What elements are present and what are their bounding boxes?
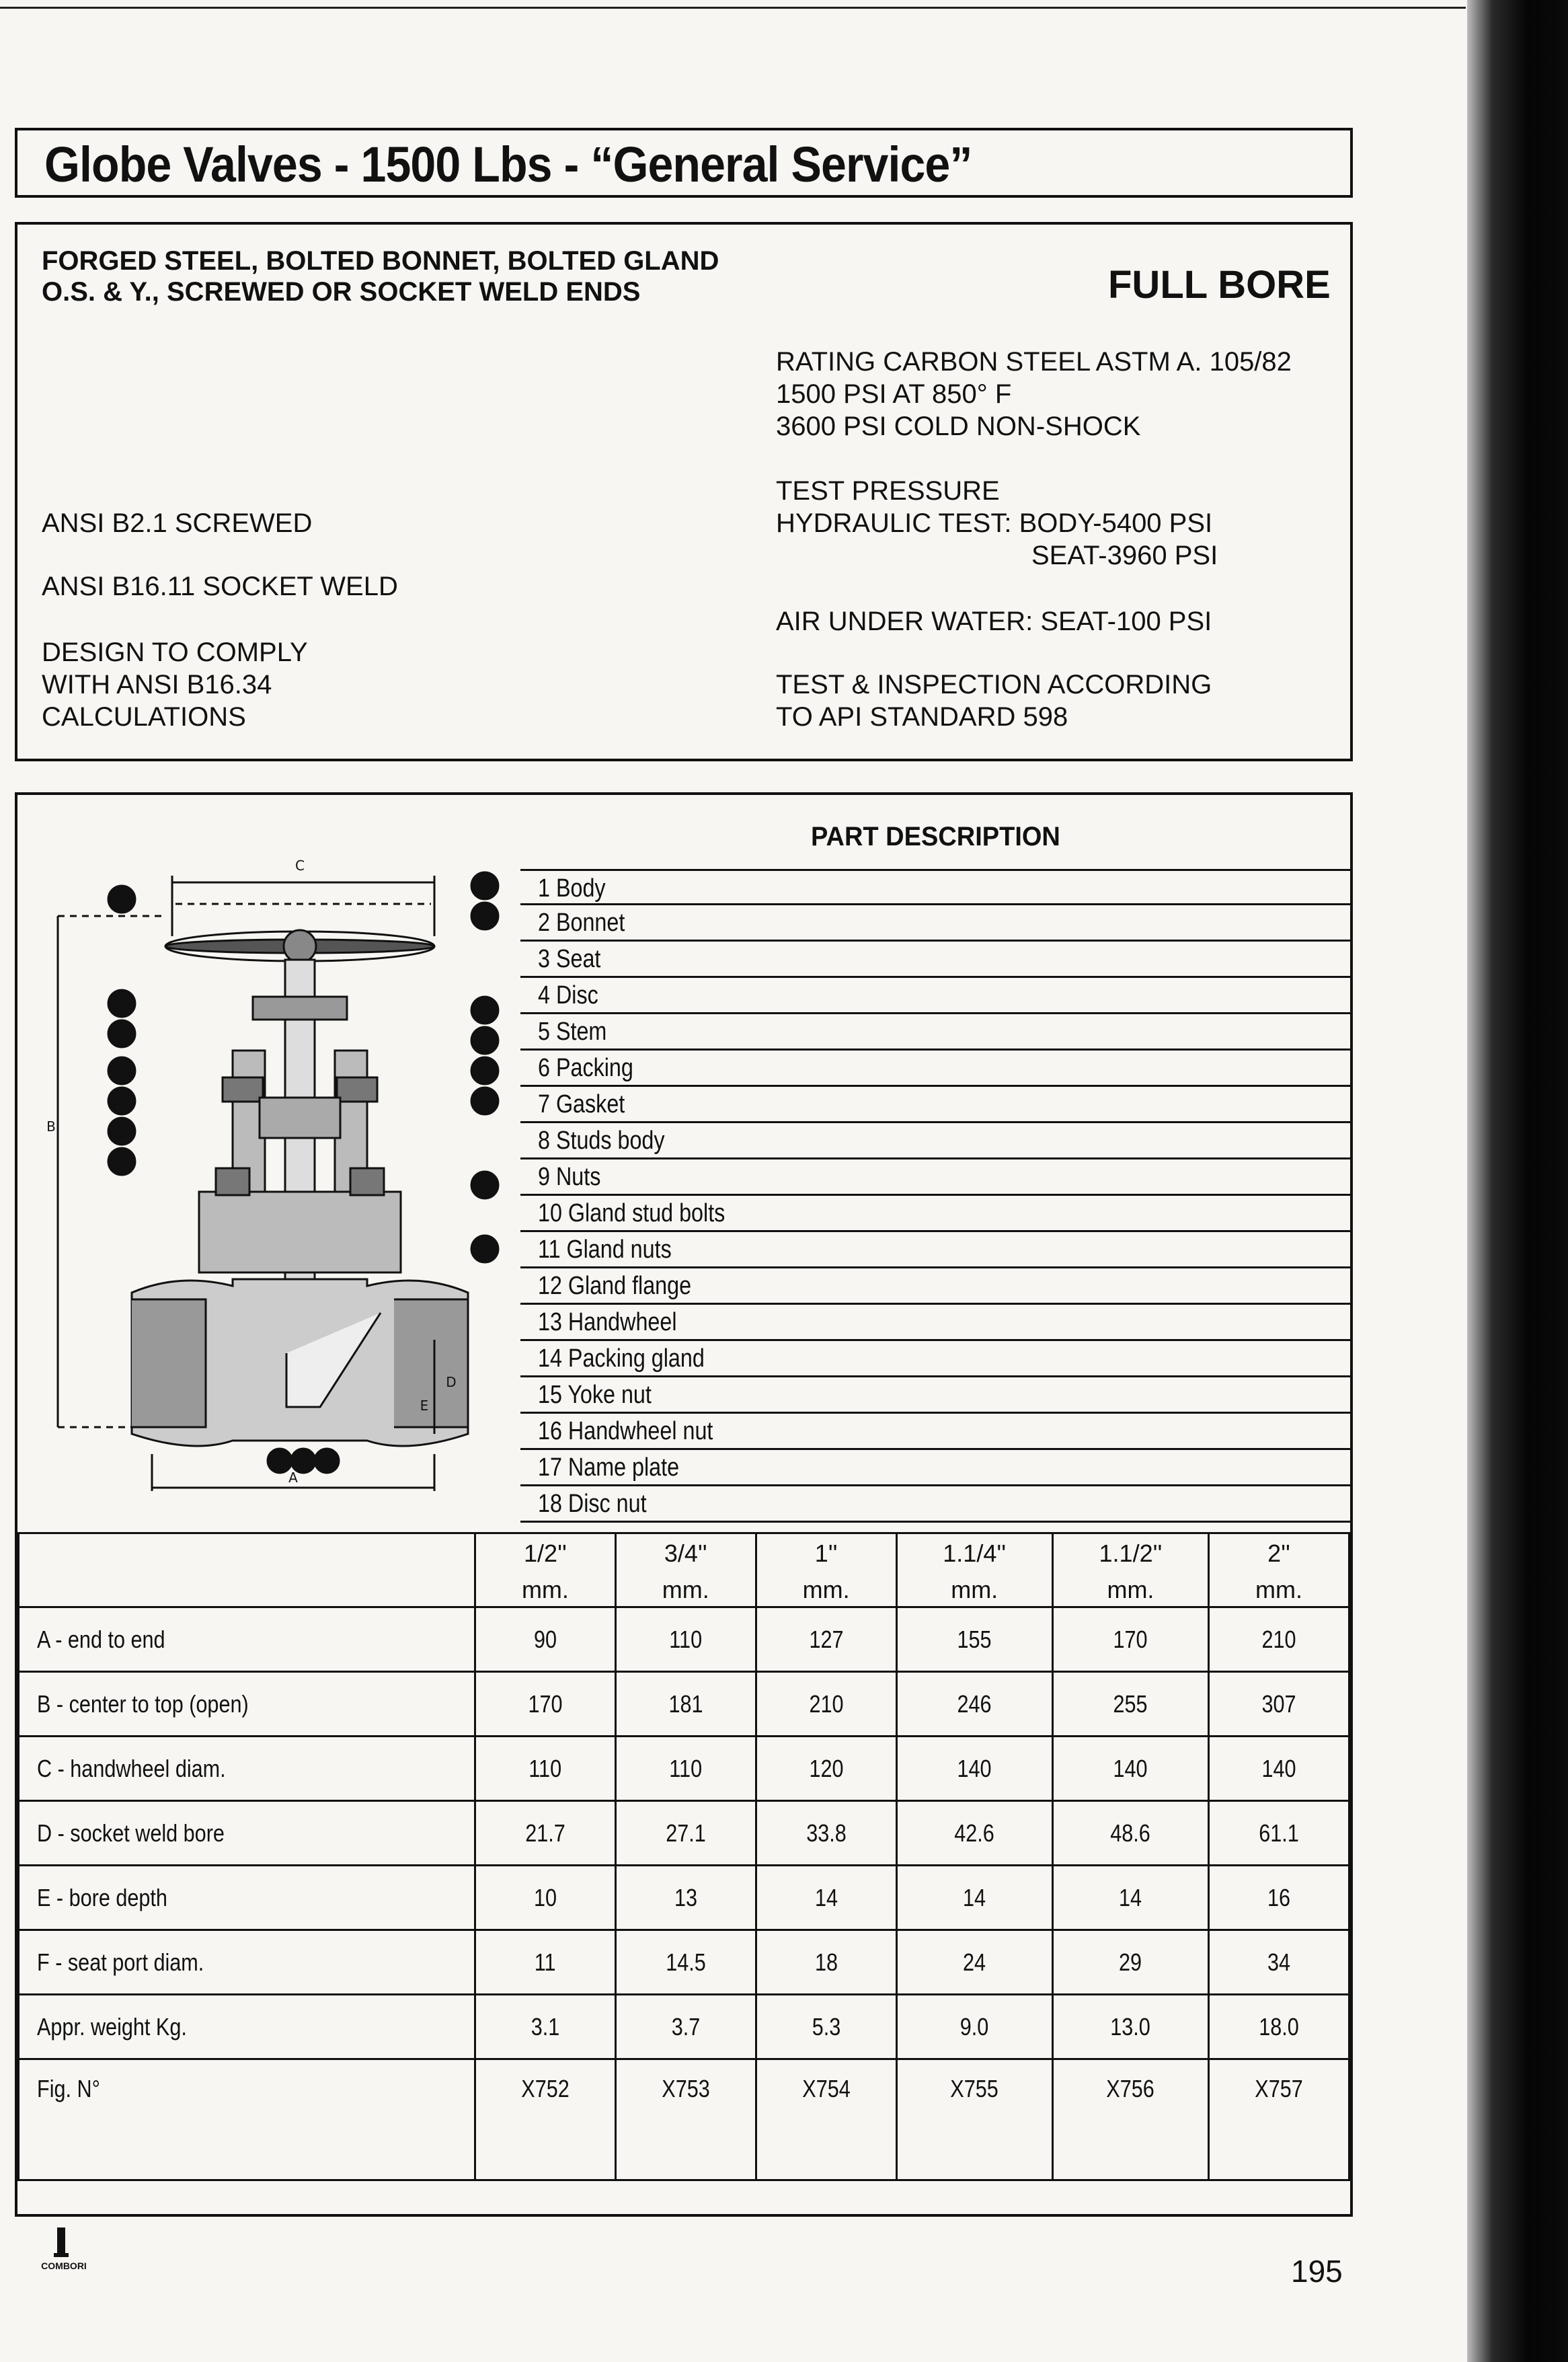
part-label: 13 Handwheel (538, 1308, 677, 1336)
size-header: 1'' (756, 1533, 896, 1574)
dimension-row (19, 1607, 1349, 1672)
dimension-value: 10 (533, 1883, 557, 1911)
size-header-row (19, 1533, 1349, 1574)
dimension-value: 61.1 (1259, 1819, 1299, 1847)
dimension-value: 5.3 (812, 2012, 840, 2041)
dimension-value: 90 (533, 1625, 557, 1653)
dimension-value: 246 (957, 1689, 992, 1718)
svg-text:11: 11 (113, 1063, 130, 1079)
page-title: Globe Valves - 1500 Lbs - “General Service” (44, 137, 972, 192)
part-label: 15 Yoke nut (538, 1381, 652, 1409)
page-number: 195 (1291, 2254, 1343, 2289)
dimension-label: E - bore depth (37, 1883, 167, 1911)
part-row (520, 1414, 1350, 1450)
svg-text:15: 15 (113, 995, 130, 1012)
svg-text:2: 2 (117, 1026, 126, 1042)
part-label: 17 Name plate (538, 1453, 680, 1482)
svg-text:18: 18 (476, 1241, 494, 1257)
svg-text:7: 7 (480, 1177, 489, 1193)
svg-text:12: 12 (476, 1032, 494, 1049)
svg-text:B: B (46, 1118, 56, 1135)
dimension-value: 140 (957, 1754, 992, 1782)
part-row (520, 942, 1350, 978)
part-label: 11 Gland nuts (538, 1235, 672, 1264)
part-row (520, 1450, 1350, 1486)
dimension-value: 255 (1113, 1689, 1148, 1718)
inspection-line-1: TEST & INSPECTION ACCORDING (776, 670, 1212, 699)
unit-header: mm. (896, 1574, 1052, 1607)
size-header: 1/2'' (475, 1533, 616, 1574)
ansi-screwed: ANSI B2.1 SCREWED (42, 508, 313, 538)
dimension-value: 11 (535, 1948, 556, 1976)
part-description-list (520, 869, 1350, 1523)
dimension-row (19, 1737, 1349, 1801)
unit-header: mm. (475, 1574, 616, 1607)
part-label: 9 Nuts (538, 1163, 601, 1191)
dimension-value: 181 (668, 1689, 703, 1718)
svg-text:16: 16 (476, 878, 494, 894)
part-row (520, 1159, 1350, 1196)
design-line-2: WITH ANSI B16.34 (42, 670, 272, 699)
dimension-value: 110 (669, 1625, 703, 1653)
dimension-value: 127 (809, 1625, 844, 1653)
svg-text:5: 5 (480, 1002, 489, 1018)
dimension-value: X756 (1106, 2075, 1155, 2102)
dimension-row (19, 2059, 1349, 2180)
scan-edge-shadow (1467, 0, 1568, 2362)
dimension-value: 48.6 (1110, 1819, 1151, 1847)
rating-line-3: 3600 PSI COLD NON-SHOCK (776, 412, 1141, 441)
design-line-1: DESIGN TO COMPLY (42, 638, 308, 667)
part-label: 7 Gasket (538, 1090, 625, 1118)
svg-text:E: E (420, 1398, 429, 1414)
unit-header: mm. (1209, 1574, 1349, 1607)
dimension-label: Fig. N° (37, 2075, 100, 2102)
unit-header: mm. (756, 1574, 896, 1607)
dimension-value: 24 (963, 1948, 986, 1976)
top-border-line (0, 0, 1466, 9)
dimension-value: 21.7 (525, 1819, 565, 1847)
rating-line-1: RATING CARBON STEEL ASTM A. 105/82 (776, 347, 1292, 377)
part-row (520, 869, 1350, 905)
part-label: 6 Packing (538, 1054, 633, 1082)
valve-cross-section-drawing (31, 829, 515, 1501)
dimension-value: X753 (662, 2075, 710, 2102)
dimension-label: Appr. weight Kg. (37, 2012, 187, 2041)
spec-box (15, 222, 1353, 761)
dimension-value: 120 (809, 1754, 844, 1782)
ansi-socket-weld: ANSI B16.11 SOCKET WELD (42, 572, 398, 601)
dimension-label: A - end to end (37, 1625, 165, 1653)
dimension-row (19, 1995, 1349, 2059)
size-header: 1.1/4'' (896, 1533, 1052, 1574)
svg-text:14: 14 (476, 1063, 494, 1079)
svg-text:A: A (288, 1470, 298, 1486)
dimension-value: 110 (669, 1754, 703, 1782)
dimension-value: 13 (674, 1883, 697, 1911)
part-label: 4 Disc (538, 981, 598, 1009)
svg-text:17: 17 (476, 908, 494, 924)
part-label: 3 Seat (538, 945, 601, 973)
unit-header: mm. (615, 1574, 756, 1607)
dimension-value: 27.1 (666, 1819, 706, 1847)
hydraulic-seat: SEAT-3960 PSI (1031, 541, 1218, 570)
rating-line-2: 1500 PSI AT 850° F (776, 379, 1012, 409)
part-label: 12 Gland flange (538, 1272, 692, 1300)
inspection-line-2: TO API STANDARD 598 (776, 702, 1068, 732)
part-description-heading: PART DESCRIPTION (811, 822, 1060, 851)
dimension-value: 140 (1261, 1754, 1296, 1782)
brand-name: COMBORI (41, 2260, 87, 2271)
test-pressure: TEST PRESSURE (776, 476, 1000, 506)
size-header: 2'' (1209, 1533, 1349, 1574)
unit-header: mm. (1052, 1574, 1208, 1607)
svg-text:4: 4 (299, 1453, 308, 1469)
dimension-value: X754 (801, 2075, 851, 2102)
dimension-value: 42.6 (954, 1819, 994, 1847)
dimension-value: 210 (809, 1689, 844, 1718)
title-box (15, 128, 1353, 198)
svg-text:1: 1 (275, 1453, 284, 1469)
dimension-value: 9.0 (959, 2012, 989, 2041)
dimension-value: 29 (1119, 1948, 1142, 1976)
dimension-value: 3.1 (531, 2012, 560, 2041)
svg-text:3: 3 (322, 1453, 331, 1469)
dimension-value: 13.0 (1110, 2012, 1151, 2041)
dimension-value: X757 (1255, 2075, 1303, 2102)
dimension-value: 14 (814, 1883, 838, 1911)
dimension-value: 14 (963, 1883, 986, 1911)
part-row (520, 1341, 1350, 1377)
part-label: 2 Bonnet (538, 909, 625, 937)
construction-line-2: O.S. & Y., SCREWED OR SOCKET WELD ENDS (42, 277, 641, 307)
size-header: 1.1/2'' (1052, 1533, 1208, 1574)
part-row (520, 1377, 1350, 1414)
dimension-row (19, 1801, 1349, 1866)
part-row (520, 1305, 1350, 1341)
part-label: 8 Studs body (538, 1127, 665, 1155)
svg-text:D: D (446, 1374, 457, 1390)
part-row (520, 978, 1350, 1014)
dimension-value: 34 (1267, 1948, 1291, 1976)
dimension-value: X755 (950, 2075, 998, 2102)
dimension-value: 16 (1267, 1883, 1291, 1911)
air-under-water: AIR UNDER WATER: SEAT-100 PSI (776, 607, 1212, 636)
dimension-value: 210 (1261, 1625, 1296, 1653)
dimension-value: 33.8 (806, 1819, 847, 1847)
part-row (520, 1196, 1350, 1232)
svg-text:10: 10 (113, 1093, 130, 1109)
dimension-value: 18.0 (1259, 2012, 1299, 2041)
dimension-label: C - handwheel diam. (37, 1754, 226, 1782)
svg-text:6: 6 (480, 1093, 489, 1109)
combori-logo (20, 2226, 108, 2273)
part-row (520, 1268, 1350, 1305)
part-label: 16 Handwheel nut (538, 1417, 713, 1445)
dimension-label: F - seat port diam. (37, 1948, 204, 1976)
dimension-value: 170 (528, 1689, 563, 1718)
svg-text:8: 8 (117, 1123, 126, 1139)
dimension-value: 14.5 (666, 1948, 706, 1976)
part-label: 10 Gland stud bolts (538, 1199, 726, 1227)
hydraulic-body: HYDRAULIC TEST: BODY-5400 PSI (776, 508, 1213, 538)
part-row (520, 1123, 1350, 1159)
dimension-value: X752 (521, 2075, 570, 2102)
part-row (520, 1087, 1350, 1123)
dimensions-table (17, 1532, 1350, 2181)
construction-line-1: FORGED STEEL, BOLTED BONNET, BOLTED GLAND (42, 246, 719, 276)
part-and-dimension-box (15, 792, 1353, 2217)
part-label: 5 Stem (538, 1018, 607, 1046)
dimension-value: 140 (1113, 1754, 1148, 1782)
part-label: 18 Disc nut (538, 1490, 647, 1518)
design-line-3: CALCULATIONS (42, 702, 246, 732)
part-row (520, 905, 1350, 942)
part-label: 1 Body (538, 874, 606, 903)
dimension-row (19, 1866, 1349, 1930)
dimension-value: 155 (957, 1625, 992, 1653)
svg-text:9: 9 (117, 1153, 126, 1170)
part-row (520, 1232, 1350, 1268)
size-header: 3/4'' (615, 1533, 756, 1574)
dimension-value: 307 (1261, 1689, 1296, 1718)
dimension-value: 170 (1113, 1625, 1148, 1653)
dimension-value: 3.7 (671, 2012, 701, 2041)
full-bore-label: FULL BORE (1108, 263, 1331, 307)
part-row (520, 1051, 1350, 1087)
dimension-label: D - socket weld bore (37, 1819, 225, 1847)
svg-text:C: C (295, 858, 305, 874)
part-label: 14 Packing gland (538, 1344, 705, 1373)
dimension-value: 110 (528, 1754, 562, 1782)
dimension-row (19, 1930, 1349, 1995)
callout-13: 13 (113, 891, 130, 907)
part-row (520, 1486, 1350, 1523)
dimension-row (19, 1672, 1349, 1737)
dimension-value: 14 (1119, 1883, 1142, 1911)
part-row (520, 1014, 1350, 1051)
dimension-label: B - center to top (open) (37, 1689, 249, 1718)
dimension-value: 18 (814, 1948, 838, 1976)
